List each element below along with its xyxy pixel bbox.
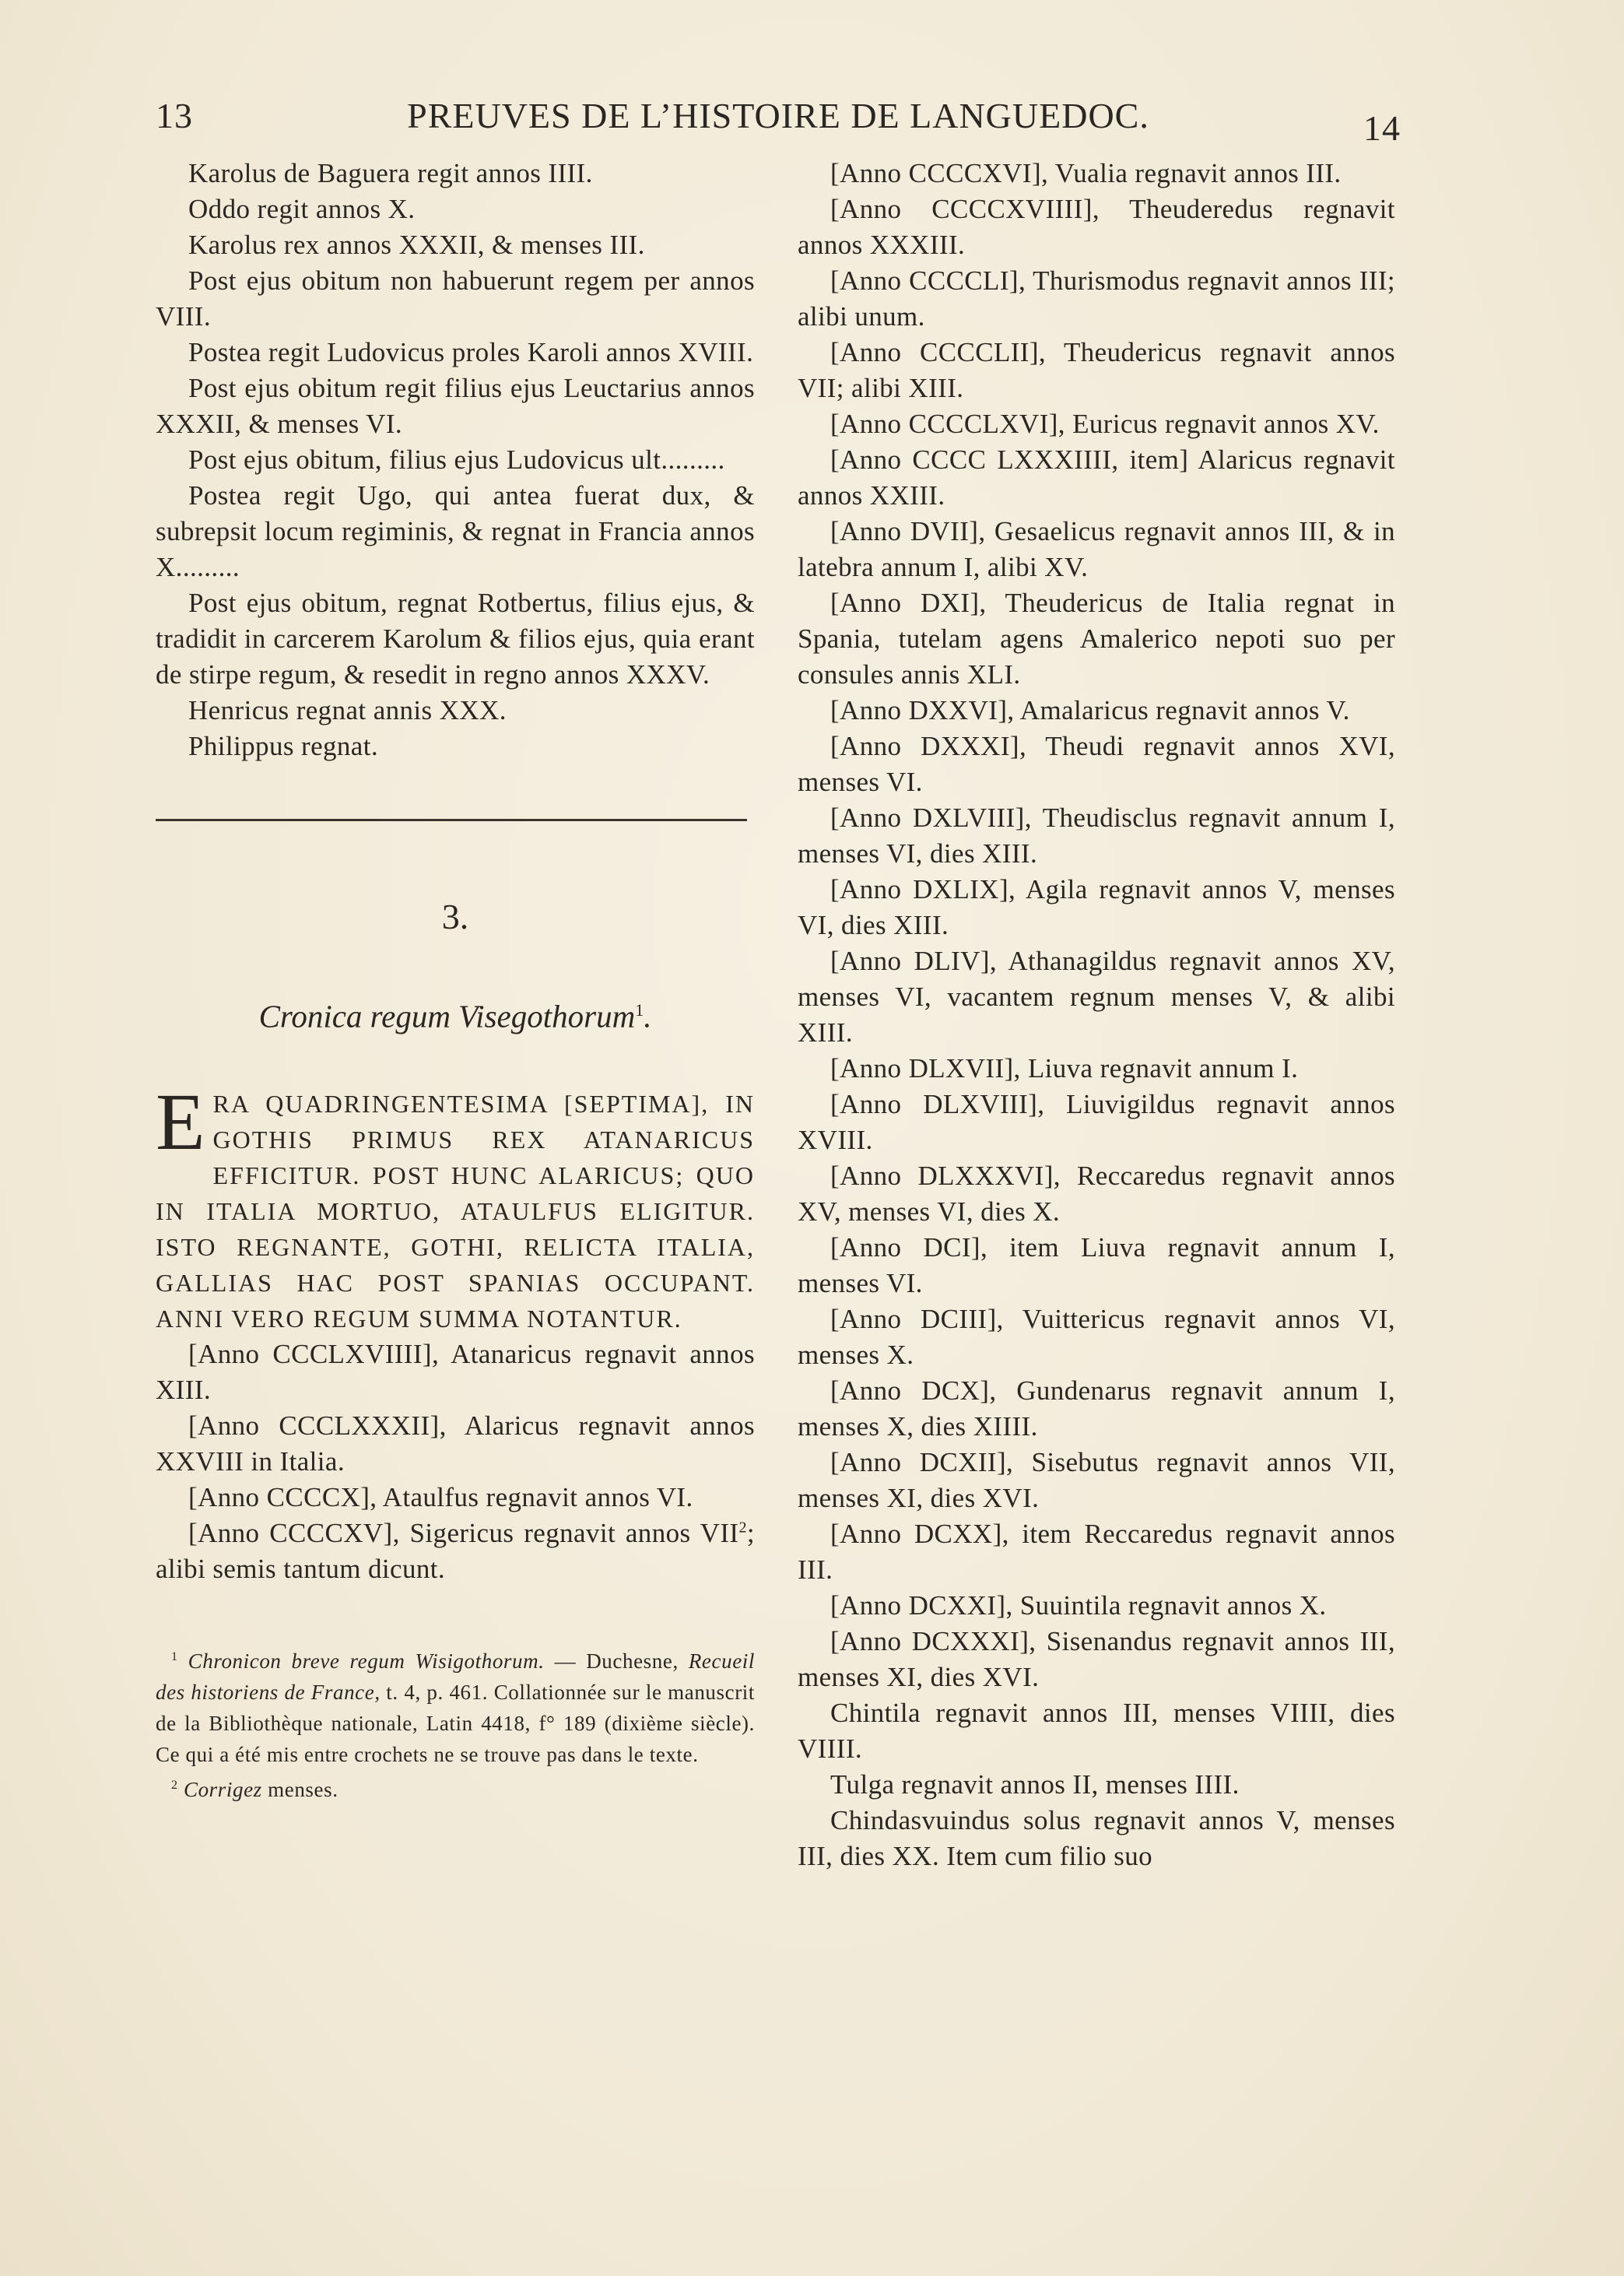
chronicle-entry: [Anno DLIV], Athanagildus regnavit annos XV, menses VI, vacantem regnum menses V, & alibi XIII. <box>798 946 1395 1048</box>
chronicle-entry: Chindasvuindus solus regnavit annos V, menses III, dies XX. Item cum filio suo <box>798 1805 1395 1871</box>
chronicle-entry: [Anno DVII], Gesaelicus regnavit annos III, & in latebra annum I, alibi XV. <box>798 516 1395 582</box>
chronicle-entry: [Anno CCCCXVIIII], Theuderedus regnavit annos XXXIII. <box>798 194 1395 260</box>
footnote-text: — Duchesne, <box>544 1649 689 1673</box>
chronicle-entry: [Anno CCCCX], Ataulfus regnavit annos VI. <box>188 1482 693 1512</box>
footnote-text: menses. <box>261 1778 338 1801</box>
chronicle-entry: [Anno CCCCLXVI], Euricus regnavit annos XV. <box>830 409 1380 439</box>
chronicle-entry: [Anno CCCCLII], Theudericus regnavit annos VII; alibi XIII. <box>798 337 1395 403</box>
chronicle-entry <box>156 1516 755 1587</box>
footnote-italic: Chronicon breve regum Wisigothorum. <box>188 1649 545 1673</box>
chronicle-entry: [Anno CCCCXVI], Vualia regnavit annos III. <box>830 158 1342 188</box>
chronicle-entry: [Anno CCCCLI], Thurismodus regnavit annos III; alibi unum. <box>798 265 1395 332</box>
chronicle-entry: [Anno CCCLXXXII], Alaricus regnavit annos XXVIII in Italia. <box>156 1410 755 1477</box>
text-line: Henricus regnat annis XXX. <box>188 695 507 725</box>
chronicle-entry: [Anno DXI], Theudericus de Italia regnat in Spania, tutelam agens Amalerico nepoti suo per consules annis XLI. <box>798 588 1395 690</box>
text-line: Postea regit Ludovicus proles Karoli annos XVIII. <box>188 337 754 367</box>
footnote <box>156 1770 755 1805</box>
text-line: Oddo regit annos X. <box>188 194 416 224</box>
chronicle-entry: [Anno DCXII], Sisebutus regnavit annos VII, menses XI, dies XVI. <box>798 1447 1395 1513</box>
chronicle-entry: [Anno DCXX], item Reccaredus regnavit annos III. <box>798 1519 1395 1585</box>
chronicle-entry: [Anno DXXVI], Amalaricus regnavit annos V. <box>830 695 1350 725</box>
text-line: Karolus de Baguera regit annos IIII. <box>188 158 593 188</box>
footnote-text: t. 4, p. 461. Collationnée sur le manuscrit de la Bibliothèque nationale, Latin 4418, f° 189 (dixième siècle). Ce qui a été mis entre crochets ne se trouve pas dans le texte. <box>156 1681 756 1766</box>
chronicle-entry: [Anno DCIII], Vuittericus regnavit annos VI, menses X. <box>798 1304 1395 1370</box>
section-title-text: Cronica regum Visegothorum <box>258 998 636 1034</box>
text-line: Karolus rex annos XXXII, & menses III. <box>188 230 645 260</box>
chronicle-entry: [Anno DCI], item Liuva regnavit annum I, menses VI. <box>798 1232 1395 1298</box>
text-line: Philippus regnat. <box>188 731 379 761</box>
right-column <box>798 156 1395 1874</box>
footnotes <box>156 1642 755 1805</box>
chronicle-entry: [Anno DXLIX], Agila regnavit annos V, menses VI, dies XIII. <box>798 874 1395 940</box>
chronicle-entry: [Anno DLXVII], Liuva regnavit annum I. <box>830 1053 1299 1084</box>
incipit <box>156 1077 755 1336</box>
footnote-italic: Corrigez <box>183 1778 262 1801</box>
chronicle-entry: [Anno DCXXXI], Sisenandus regnavit annos III, menses XI, dies XVI. <box>798 1626 1395 1692</box>
chronicle-entry: [Anno DLXXXVI], Reccaredus regnavit annos XV, menses VI, dies X. <box>798 1161 1395 1227</box>
footnote-mark: 1 <box>171 1650 178 1663</box>
running-head <box>156 92 1401 146</box>
chronicle-entry: [Anno CCCLXVIIII], Atanaricus regnavit annos XIII. <box>156 1339 755 1405</box>
entry-tail: ; alibi semis tantum dicunt. <box>156 1518 755 1584</box>
section-rule <box>156 819 747 821</box>
entry-text: [Anno CCCCXV], Sigericus regnavit annos VII <box>188 1518 739 1548</box>
section-title: Cronica regum Visegothorum$^1$. <box>258 998 652 1034</box>
chronicle-entry: [Anno DCXXI], Suuintila regnavit annos X. <box>830 1590 1327 1621</box>
chronicle-entry: Chintila regnavit annos III, menses VIIII, dies VIIII. <box>798 1698 1395 1764</box>
text-line: Post ejus obitum, regnat Rotbertus, filius ejus, & tradidit in carcerem Karolum & filios ejus, quia erant de stirpe regum, & resedit in regno annos XXXV. <box>156 588 755 690</box>
drop-cap: E <box>156 1077 205 1167</box>
running-title: PREUVES DE L’HISTOIRE DE LANGUEDOC. <box>407 96 1149 135</box>
footnote-ref: 2 <box>738 1519 747 1537</box>
text-line: Postea regit Ugo, qui antea fuerat dux, & subrepsit locum regiminis, & regnat in Francia annos X......... <box>156 480 755 582</box>
page-number-left: 13 <box>156 96 193 135</box>
section-number: 3. <box>441 897 469 936</box>
page-number-right: 14 <box>1363 108 1401 148</box>
footnote-mark: 2 <box>171 1779 178 1792</box>
text-line: Post ejus obitum non habuerunt regem per annos VIII. <box>156 265 755 332</box>
footnote <box>156 1642 755 1770</box>
incipit-text: RA QUADRINGENTESIMA [SEPTIMA], IN GOTHIS PRIMUS REX ATANARICUS EFFICITUR. POST HUNC ALARICUS; QUO IN ITALIA MORTUO, ATAULFUS ELIGITUR. ISTO REGNANTE, GOTHI, RELICTA ITALIA, GALLIAS HAC POST SPANIAS OCCUPANT. ANNI VERO REGUM SUMMA NOTANTUR. <box>156 1090 755 1333</box>
chronicle-entry: [Anno CCCC LXXXIIII, item] Alaricus regnavit annos XXIII. <box>798 444 1395 511</box>
footnote-ref: 1 <box>635 1000 644 1020</box>
chronicle-entry: [Anno DLXVIII], Liuvigildus regnavit annos XVIII. <box>798 1089 1395 1155</box>
chronicle-entry: [Anno DXXXI], Theudi regnavit annos XVI, menses VI. <box>798 731 1395 797</box>
chronicle-entry: Tulga regnavit annos II, menses IIII. <box>830 1769 1240 1800</box>
text-line: Post ejus obitum, filius ejus Ludovicus ult......... <box>188 444 725 475</box>
footnote-italic: Recueil des historiens de France, <box>156 1649 755 1704</box>
chronicle-entry: [Anno DCX], Gundenarus regnavit annum I, menses X, dies XIIII. <box>798 1375 1395 1442</box>
chronicle-entry: [Anno DXLVIII], Theudisclus regnavit annum I, menses VI, dies XIII. <box>798 803 1395 869</box>
text-line: Post ejus obitum regit filius ejus Leuctarius annos XXXII, & menses VI. <box>156 373 755 439</box>
left-column <box>156 156 755 1805</box>
